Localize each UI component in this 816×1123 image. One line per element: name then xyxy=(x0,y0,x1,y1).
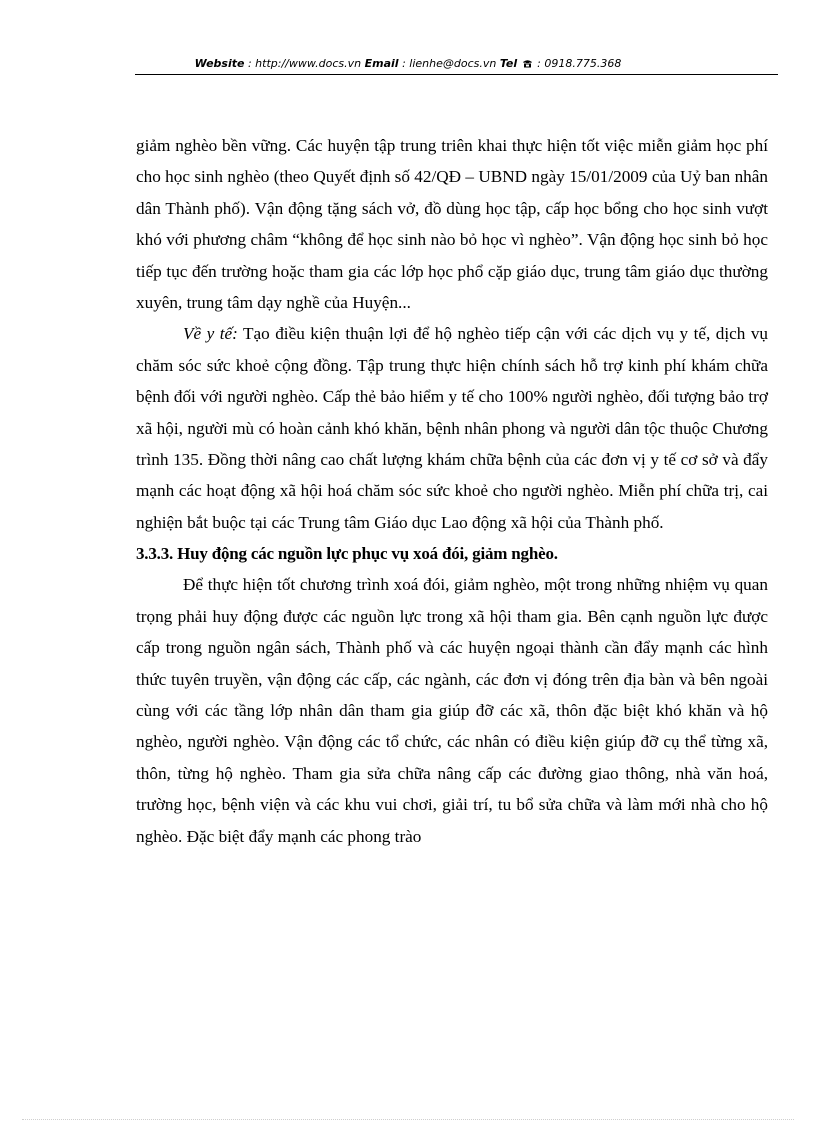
website-label: Website xyxy=(194,57,245,70)
paragraph-resources: Để thực hiện tốt chương trình xoá đói, giảm nghèo, một trong những nhiệm vụ quan trọng phải huy động được các nguồn lực trong xã hội tham gia. Bên cạnh nguồn lực được cấp trong nguồn ngân sách, Thành phố và các huyện ngoại thành cần đẩy mạnh các hình thức tuyên truyền, vận động các cấp, các ngành, các đơn vị đóng trên địa bàn và bên ngoài cùng với các tầng lớp nhân dân tham gia giúp đỡ các xã, thôn đặc biệt khó khăn và hộ nghèo, người nghèo. Vận động các tổ chức, các nhân có điều kiện giúp đỡ cụ thể từng xã, thôn, từng hộ nghèo. Tham gia sửa chữa nâng cấp các đường giao thông, nhà văn hoá, trường học, bệnh viện và các khu vui chơi, giải trí, tu bổ sửa chữa và làm mới nhà cho hộ nghèo. Đặc biệt đẩy mạnh các phong trào xyxy=(136,575,768,846)
header-divider xyxy=(135,74,778,75)
section-heading: 3.3.3. Huy động các nguồn lực phục vụ xoá đói, giảm nghèo. xyxy=(136,544,558,564)
tel-label: Tel xyxy=(499,57,518,70)
website-value: : http://www.docs.vn xyxy=(247,57,362,70)
page-header xyxy=(0,57,816,70)
tel-value: : 0918.775.368 xyxy=(537,57,622,70)
telephone-icon xyxy=(522,58,533,67)
health-lead: Về y tế: xyxy=(183,324,238,344)
email-value: : lienhe@docs.vn xyxy=(402,57,497,70)
health-text: Tạo điều kiện thuận lợi để hộ nghèo tiếp cận với các dịch vụ y tế, dịch vụ chăm sóc sức khoẻ cộng đồng. Tập trung thực hiện chính sách hỗ trợ kinh phí khám chữa bệnh đối với người nghèo. Cấp thẻ bảo hiểm y tế cho 100% người nghèo, đối tượng bảo trợ xã hội, người mù có hoàn cảnh khó khăn, bệnh nhân phong và người dân tộc thuộc Chương trình 135. Đồng thời nâng cao chất lượng khám chữa bệnh của các đơn vị y tế cơ sở và đẩy mạnh các hoạt động xã hội hoá chăm sóc sức khoẻ cho người nghèo. Miễn phí chữa trị, cai nghiện bắt buộc tại các Trung tâm Giáo dục Lao động xã hội của Thành phố. xyxy=(136,324,769,532)
paragraph-health xyxy=(136,318,768,538)
footer-divider xyxy=(22,1119,794,1120)
document-body xyxy=(136,130,768,852)
paragraph-education: giảm nghèo bền vững. Các huyện tập trung triên khai thực hiện tốt việc miễn giảm học phí cho học sinh nghèo (theo Quyết định số 42/QĐ – UBND ngày 15/01/2009 của Uỷ ban nhân dân Thành phố). Vận động tặng sách vở, đồ dùng học tập, cấp học bổng cho học sinh vượt khó với phương châm “không để học sinh nào bỏ học vì nghèo”. Vận động học sinh bỏ học tiếp tục đến trường hoặc tham gia các lớp học phổ cặp giáo dục, trung tâm giáo dục thường xuyên, trung tâm dạy nghề của Huyện... xyxy=(136,136,768,313)
email-label: Email xyxy=(364,57,399,70)
